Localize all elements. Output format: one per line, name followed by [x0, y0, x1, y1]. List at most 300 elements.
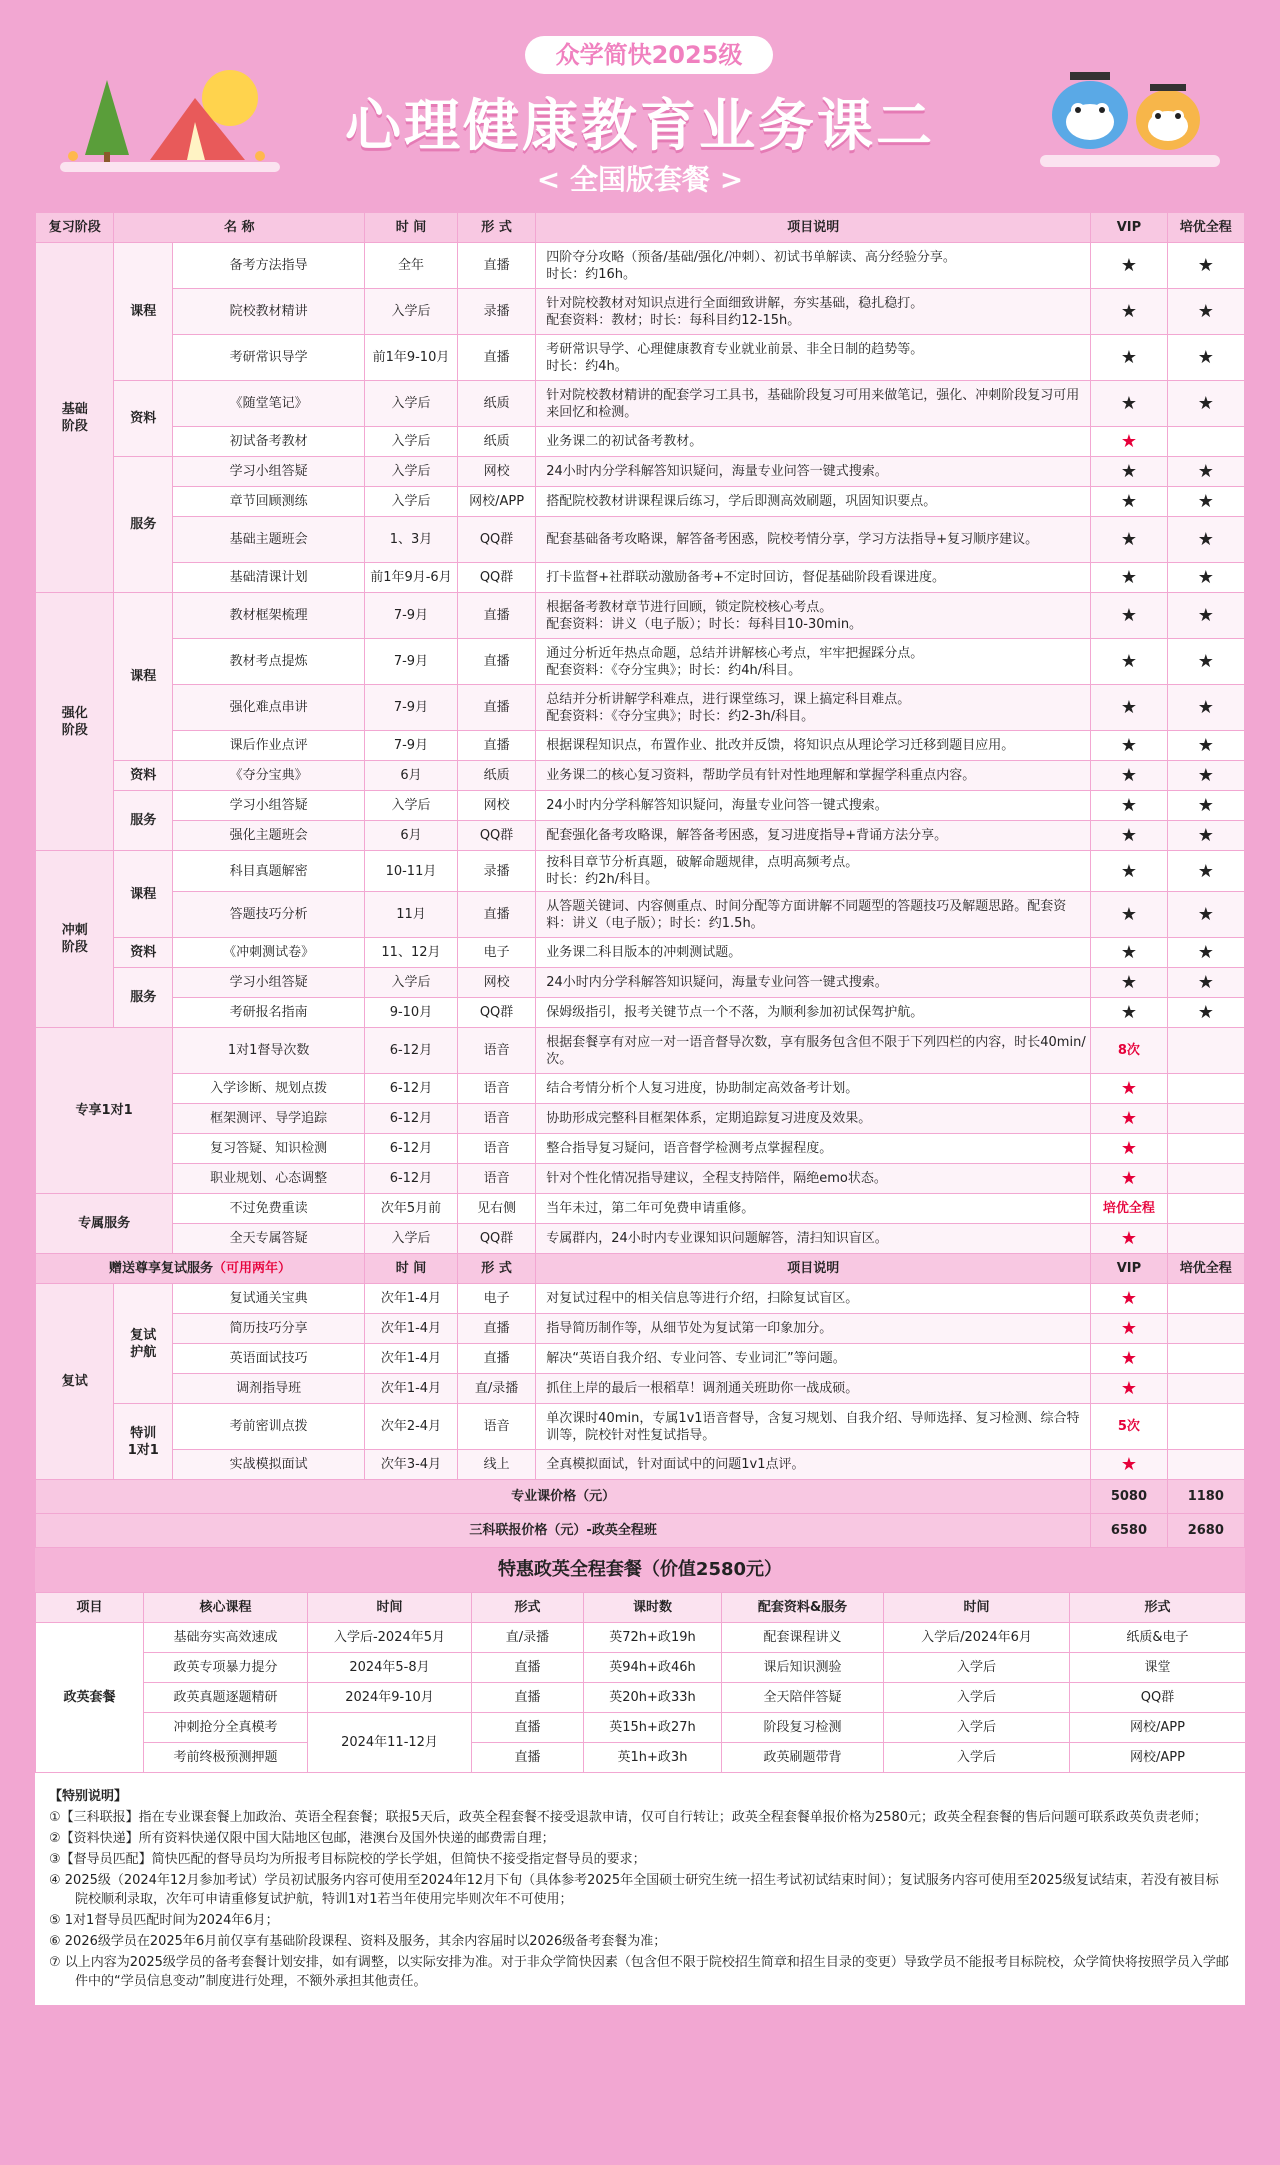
- category-course: 课程: [114, 593, 173, 761]
- pro-mark: ★: [1167, 998, 1244, 1028]
- item-desc: 指导简历制作等，从细节处为复试第一印象加分。: [536, 1314, 1091, 1344]
- plus-row: [36, 1623, 1246, 1653]
- item-form: 直播: [457, 335, 535, 381]
- stage-sprint: 冲刺 阶段: [36, 851, 114, 1028]
- plus-col-3: 形式: [472, 1593, 584, 1623]
- vip-mark: ★: [1091, 791, 1167, 821]
- item-time: 入学后: [365, 1224, 458, 1254]
- price-pro: 2680: [1167, 1514, 1244, 1548]
- category-special: 特训 1对1: [114, 1404, 173, 1480]
- item-form: 线上: [457, 1450, 535, 1480]
- plus-col-5: 配套资料&服务: [722, 1593, 884, 1623]
- price-row: [36, 1514, 1245, 1548]
- pro-mark: [1167, 1314, 1244, 1344]
- stage-strong: 强化 阶段: [36, 593, 114, 851]
- item-desc: 根据备考教材章节进行回顾，锁定院校核心考点。 配套资料：讲义（电子版）；时长：每科目10-30min。: [536, 593, 1091, 639]
- item-form: QQ群: [457, 1224, 535, 1254]
- item-name: 考研常识导学: [173, 335, 365, 381]
- item-name: 考研报名指南: [173, 998, 365, 1028]
- item-form: QQ群: [457, 517, 535, 563]
- plus-hours: 英1h+政3h: [584, 1743, 722, 1773]
- item-time: 6月: [365, 821, 458, 851]
- item-time: 次年1-4月: [365, 1314, 458, 1344]
- item-name: 备考方法指导: [173, 243, 365, 289]
- pro-mark: [1167, 1028, 1244, 1074]
- item-time: 次年1-4月: [365, 1344, 458, 1374]
- stage-one2one: 专享1对1: [36, 1028, 173, 1194]
- plus-service-form: 网校/APP: [1070, 1713, 1246, 1743]
- table-row: [36, 761, 1245, 791]
- note-item: ⑦ 以上内容为2025级学员的备考套餐计划安排，如有调整，以实际安排为准。对于非众学简快因素（包含但不限于院校招生简章和招生目录的变更）导致学员不能报考目标院校，众学简快将按照学员入学邮件中的“学员信息变动”制度进行处理，不额外承担其他责任。: [49, 1955, 1229, 1989]
- vip-mark: ★: [1091, 243, 1167, 289]
- item-form: 电子: [457, 938, 535, 968]
- item-desc: 通过分析近年热点命题，总结并讲解核心考点，牢牢把握踩分点。 配套资料：《夺分宝典》；时长：约4h/科目。: [536, 639, 1091, 685]
- pro-mark: ★: [1167, 968, 1244, 998]
- item-form: QQ群: [457, 998, 535, 1028]
- item-desc: 抓住上岸的最后一根稻草！调剂通关班助你一战成硕。: [536, 1374, 1091, 1404]
- plus-service: 全天陪伴答疑: [722, 1683, 884, 1713]
- item-time: 入学后: [365, 487, 458, 517]
- table-row: [36, 1314, 1245, 1344]
- item-time: 11、12月: [365, 938, 458, 968]
- plus-col-1: 核心课程: [144, 1593, 308, 1623]
- item-form: 直播: [457, 1314, 535, 1344]
- plus-service: 配套课程讲义: [722, 1623, 884, 1653]
- item-name: 复习答疑、知识检测: [173, 1134, 365, 1164]
- col-desc: 项目说明: [536, 213, 1091, 243]
- item-name: 1对1督导次数: [173, 1028, 365, 1074]
- plus-body: [36, 1623, 1246, 1773]
- plus-course: 冲刺抢分全真模考: [144, 1713, 308, 1743]
- item-desc: 配套强化备考攻略课，解答备考困惑，复习进度指导+背诵方法分享。: [536, 821, 1091, 851]
- plus-service-form: 网校/APP: [1070, 1743, 1246, 1773]
- item-form: 直播: [457, 593, 535, 639]
- table-row: [36, 517, 1245, 563]
- plus-row: [36, 1683, 1246, 1713]
- plus-form: 直播: [472, 1653, 584, 1683]
- gift-col-time: 时 间: [365, 1254, 458, 1284]
- table-row: [36, 1074, 1245, 1104]
- plus-service-time: 入学后: [884, 1743, 1070, 1773]
- page-title: 心理健康教育业务课二: [345, 94, 935, 159]
- stage-base: 基础 阶段: [36, 243, 114, 593]
- item-time: 6-12月: [365, 1134, 458, 1164]
- item-desc: 24小时内分学科解答知识疑问，海量专业问答一键式搜索。: [536, 968, 1091, 998]
- table-row: [36, 1164, 1245, 1194]
- item-form: 录播: [457, 289, 535, 335]
- item-form: 电子: [457, 1284, 535, 1314]
- package-table-wrapper: [35, 212, 1245, 2005]
- item-name: 教材考点提炼: [173, 639, 365, 685]
- vip-mark: ★: [1091, 968, 1167, 998]
- pro-mark: ★: [1167, 487, 1244, 517]
- pro-mark: ★: [1167, 685, 1244, 731]
- stage-retest: 复试: [36, 1284, 114, 1480]
- note-item: ②【资料快递】所有资料快递仅限中国大陆地区包邮，港澳台及国外快递的邮费需自理；: [49, 1831, 555, 1846]
- plus-col-6: 时间: [884, 1593, 1070, 1623]
- vip-mark: ★: [1091, 335, 1167, 381]
- col-form: 形 式: [457, 213, 535, 243]
- table-row: [36, 1194, 1245, 1224]
- vip-mark: ★: [1091, 761, 1167, 791]
- vip-mark: ★: [1091, 892, 1167, 938]
- item-desc: 对复试过程中的相关信息等进行介绍，扫除复试盲区。: [536, 1284, 1091, 1314]
- item-form: 直播: [457, 1344, 535, 1374]
- item-form: 纸质: [457, 427, 535, 457]
- item-time: 前1年9-10月: [365, 335, 458, 381]
- plus-course: 基础夯实高效速成: [144, 1623, 308, 1653]
- item-desc: 保姆级指引，报考关键节点一个不落，为顺利参加初试保驾护航。: [536, 998, 1091, 1028]
- plus-service: 课后知识测验: [722, 1653, 884, 1683]
- item-desc: 业务课二的初试备考教材。: [536, 427, 1091, 457]
- item-name: 教材框架梳理: [173, 593, 365, 639]
- item-name: 复试通关宝典: [173, 1284, 365, 1314]
- table-row: [36, 892, 1245, 938]
- item-time: 9-10月: [365, 998, 458, 1028]
- table-row: [36, 685, 1245, 731]
- plus-time: 2024年9-10月: [308, 1683, 472, 1713]
- item-name: 考前密训点拨: [173, 1404, 365, 1450]
- vip-mark: ★: [1091, 381, 1167, 427]
- price-vip: 5080: [1091, 1480, 1167, 1514]
- table-row: [36, 1344, 1245, 1374]
- pro-mark: ★: [1167, 457, 1244, 487]
- item-name: 科目真题解密: [173, 851, 365, 892]
- plus-hours: 英72h+政19h: [584, 1623, 722, 1653]
- item-desc: 从答题关键词、内容侧重点、时间分配等方面讲解不同题型的答题技巧及解题思路。配套资料：讲义（电子版）；时长：约1.5h。: [536, 892, 1091, 938]
- vip-mark: ★: [1091, 821, 1167, 851]
- plus-course: 考前终极预测押题: [144, 1743, 308, 1773]
- item-form: 语音: [457, 1104, 535, 1134]
- plus-project: 政英套餐: [36, 1623, 144, 1773]
- item-time: 6月: [365, 761, 458, 791]
- item-desc: 全真模拟面试，针对面试中的问题1v1点评。: [536, 1450, 1091, 1480]
- item-time: 6-12月: [365, 1028, 458, 1074]
- pro-mark: [1167, 1194, 1244, 1224]
- plus-col-2: 时间: [308, 1593, 472, 1623]
- item-desc: 单次课时40min，专属1v1语音督导，含复习规划、自我介绍、导师选择、复习检测、综合特训等，院校针对性复试指导。: [536, 1404, 1091, 1450]
- item-name: 答题技巧分析: [173, 892, 365, 938]
- item-name: 入学诊断、规划点拨: [173, 1074, 365, 1104]
- edition-badge: 众学简快2025级: [525, 36, 773, 74]
- vip-mark: 5次: [1091, 1404, 1167, 1450]
- item-desc: 根据套餐享有对应一对一语音督导次数，享有服务包含但不限于下列四栏的内容，时长40min/次。: [536, 1028, 1091, 1074]
- item-time: 6-12月: [365, 1104, 458, 1134]
- pro-mark: ★: [1167, 791, 1244, 821]
- table-row: [36, 593, 1245, 639]
- note-item: ③【督导员匹配】简快匹配的督导员均为所报考目标院校的学长学姐，但简快不接受指定督导员的要求；: [49, 1852, 646, 1867]
- price-label: 三科联报价格（元）-政英全程班: [36, 1514, 1091, 1548]
- package-table: [35, 212, 1245, 1548]
- vip-mark: ★: [1091, 563, 1167, 593]
- note-item: ⑥ 2026级学员在2025年6月前仅享有基础阶段课程、资料及服务，其余内容届时以2026级备考套餐为准；: [49, 1934, 667, 1949]
- vip-mark: 培优全程: [1091, 1194, 1167, 1224]
- table-row: [36, 1404, 1245, 1450]
- pro-mark: ★: [1167, 289, 1244, 335]
- table-row: [36, 1134, 1245, 1164]
- gift-col-pro: 培优全程: [1167, 1254, 1244, 1284]
- table-row: [36, 791, 1245, 821]
- pro-mark: ★: [1167, 639, 1244, 685]
- item-desc: 针对个性化情况指导建议，全程支持陪伴，隔绝emo状态。: [536, 1164, 1091, 1194]
- item-desc: 打卡监督+社群联动激励备考+不定时回访，督促基础阶段看课进度。: [536, 563, 1091, 593]
- item-desc: 整合指导复习疑问，语音督学检测考点掌握程度。: [536, 1134, 1091, 1164]
- plus-time: 2024年11-12月: [308, 1713, 472, 1773]
- item-name: 强化难点串讲: [173, 685, 365, 731]
- item-form: QQ群: [457, 821, 535, 851]
- item-name: 《随堂笔记》: [173, 381, 365, 427]
- item-form: 录播: [457, 851, 535, 892]
- stage-exclusive: 专属服务: [36, 1194, 173, 1254]
- pro-mark: [1167, 1344, 1244, 1374]
- page-header: [0, 0, 1280, 212]
- pro-mark: [1167, 1104, 1244, 1134]
- price-label: 专业课价格（元）: [36, 1480, 1091, 1514]
- item-name: 简历技巧分享: [173, 1314, 365, 1344]
- plus-service-time: 入学后: [884, 1683, 1070, 1713]
- item-time: 入学后: [365, 457, 458, 487]
- item-time: 次年5月前: [365, 1194, 458, 1224]
- item-time: 前1年9月-6月: [365, 563, 458, 593]
- notes-list: [49, 1808, 1231, 1991]
- table-row: [36, 563, 1245, 593]
- pro-mark: [1167, 1374, 1244, 1404]
- item-form: 语音: [457, 1134, 535, 1164]
- item-desc: 按科目章节分析真题，破解命题规律，点明高频考点。 时长：约2h/科目。: [536, 851, 1091, 892]
- table-row: [36, 998, 1245, 1028]
- table-row: [36, 1104, 1245, 1134]
- plus-form: 直播: [472, 1743, 584, 1773]
- pro-mark: [1167, 1074, 1244, 1104]
- gift-col-vip: VIP: [1091, 1254, 1167, 1284]
- item-desc: 解决“英语自我介绍、专业问答、专业词汇”等问题。: [536, 1344, 1091, 1374]
- item-form: 语音: [457, 1164, 535, 1194]
- table-row: [36, 289, 1245, 335]
- vip-mark: ★: [1091, 731, 1167, 761]
- item-form: 直播: [457, 892, 535, 938]
- item-time: 7-9月: [365, 639, 458, 685]
- table-header-row: [36, 213, 1245, 243]
- item-time: 次年3-4月: [365, 1450, 458, 1480]
- item-time: 6-12月: [365, 1164, 458, 1194]
- vip-mark: ★: [1091, 1134, 1167, 1164]
- category-material: 资料: [114, 761, 173, 791]
- plus-service-form: 课堂: [1070, 1653, 1246, 1683]
- item-desc: 配套基础备考攻略课，解答备考困惑，院校考情分享，学习方法指导+复习顺序建议。: [536, 517, 1091, 563]
- item-name: 学习小组答疑: [173, 457, 365, 487]
- plus-service-time: 入学后: [884, 1653, 1070, 1683]
- item-time: 次年1-4月: [365, 1374, 458, 1404]
- vip-mark: ★: [1091, 1344, 1167, 1374]
- plus-time: 2024年5-8月: [308, 1653, 472, 1683]
- item-time: 入学后: [365, 381, 458, 427]
- vip-mark: ★: [1091, 1104, 1167, 1134]
- table-row: [36, 821, 1245, 851]
- vip-mark: ★: [1091, 593, 1167, 639]
- plus-col-4: 课时数: [584, 1593, 722, 1623]
- table-row: [36, 457, 1245, 487]
- retest-gift-label: [36, 1254, 365, 1284]
- category-material: 资料: [114, 938, 173, 968]
- col-vip: VIP: [1091, 213, 1167, 243]
- plus-hours: 英15h+政27h: [584, 1713, 722, 1743]
- plus-time: 入学后-2024年5月: [308, 1623, 472, 1653]
- table-row: [36, 427, 1245, 457]
- table-row: [36, 1224, 1245, 1254]
- item-name: 职业规划、心态调整: [173, 1164, 365, 1194]
- table-row: [36, 1450, 1245, 1480]
- item-form: 直播: [457, 243, 535, 289]
- item-time: 1、3月: [365, 517, 458, 563]
- item-desc: 搭配院校教材讲课程课后练习，学后即测高效刷题，巩固知识要点。: [536, 487, 1091, 517]
- col-time: 时 间: [365, 213, 458, 243]
- pro-mark: ★: [1167, 381, 1244, 427]
- item-name: 院校教材精讲: [173, 289, 365, 335]
- item-name: 《冲刺测试卷》: [173, 938, 365, 968]
- table-body: [36, 243, 1245, 1548]
- item-name: 学习小组答疑: [173, 968, 365, 998]
- category-material: 资料: [114, 381, 173, 457]
- pro-mark: ★: [1167, 593, 1244, 639]
- plus-form: 直播: [472, 1713, 584, 1743]
- item-desc: 24小时内分学科解答知识疑问，海量专业问答一键式搜索。: [536, 791, 1091, 821]
- item-name: 基础清课计划: [173, 563, 365, 593]
- item-name: 调剂指导班: [173, 1374, 365, 1404]
- vip-mark: ★: [1091, 998, 1167, 1028]
- item-time: 次年1-4月: [365, 1284, 458, 1314]
- item-name: 英语面试技巧: [173, 1344, 365, 1374]
- item-form: 网校: [457, 457, 535, 487]
- table-row: [36, 731, 1245, 761]
- pro-mark: [1167, 1134, 1244, 1164]
- item-time: 10-11月: [365, 851, 458, 892]
- item-name: 《夺分宝典》: [173, 761, 365, 791]
- item-form: 语音: [457, 1404, 535, 1450]
- item-name: 强化主题班会: [173, 821, 365, 851]
- plus-row: [36, 1653, 1246, 1683]
- item-time: 入学后: [365, 289, 458, 335]
- item-desc: 业务课二的核心复习资料，帮助学员有针对性地理解和掌握学科重点内容。: [536, 761, 1091, 791]
- item-form: 纸质: [457, 381, 535, 427]
- item-name: 基础主题班会: [173, 517, 365, 563]
- item-form: 直播: [457, 685, 535, 731]
- plus-header-row: [36, 1593, 1246, 1623]
- item-desc: 当年未过，第二年可免费申请重修。: [536, 1194, 1091, 1224]
- plus-course: 政英专项暴力提分: [144, 1653, 308, 1683]
- item-form: 直/录播: [457, 1374, 535, 1404]
- table-row: [36, 487, 1245, 517]
- item-desc: 针对院校教材精讲的配套学习工具书，基础阶段复习可用来做笔记，强化、冲刺阶段复习可用来回忆和检测。: [536, 381, 1091, 427]
- item-form: 直播: [457, 639, 535, 685]
- item-name: 章节回顾测练: [173, 487, 365, 517]
- pro-mark: ★: [1167, 938, 1244, 968]
- vip-mark: ★: [1091, 457, 1167, 487]
- item-form: 见右侧: [457, 1194, 535, 1224]
- col-name: 名 称: [114, 213, 365, 243]
- table-row: [36, 639, 1245, 685]
- category-service: 服务: [114, 791, 173, 851]
- vip-mark: ★: [1091, 1224, 1167, 1254]
- table-row: [36, 1284, 1245, 1314]
- plus-service-time: 入学后/2024年6月: [884, 1623, 1070, 1653]
- item-form: 网校/APP: [457, 487, 535, 517]
- pro-mark: ★: [1167, 761, 1244, 791]
- item-time: 7-9月: [365, 731, 458, 761]
- category-course: 课程: [114, 243, 173, 381]
- item-desc: 总结并分析讲解学科难点，进行课堂练习，课上搞定科目难点。 配套资料：《夺分宝典》；时长：约2-3h/科目。: [536, 685, 1091, 731]
- plus-service-form: 纸质&电子: [1070, 1623, 1246, 1653]
- gift-note-text: （可用两年）: [213, 1261, 292, 1276]
- item-name: 全天专属答疑: [173, 1224, 365, 1254]
- table-row: [36, 381, 1245, 427]
- vip-mark: ★: [1091, 1450, 1167, 1480]
- page-subtitle: < 全国版套餐 >: [536, 163, 744, 196]
- item-name: 课后作业点评: [173, 731, 365, 761]
- item-time: 入学后: [365, 968, 458, 998]
- vip-mark: ★: [1091, 1164, 1167, 1194]
- item-time: 入学后: [365, 791, 458, 821]
- pro-mark: [1167, 1224, 1244, 1254]
- item-time: 6-12月: [365, 1074, 458, 1104]
- table-row: [36, 1028, 1245, 1074]
- item-time: 次年2-4月: [365, 1404, 458, 1450]
- item-desc: 根据课程知识点，布置作业、批改并反馈，将知识点从理论学习迁移到题目应用。: [536, 731, 1091, 761]
- pro-mark: ★: [1167, 563, 1244, 593]
- item-time: 入学后: [365, 427, 458, 457]
- pro-mark: [1167, 1284, 1244, 1314]
- item-form: QQ群: [457, 563, 535, 593]
- special-notes: [35, 1773, 1245, 2005]
- plus-hours: 英20h+政33h: [584, 1683, 722, 1713]
- item-desc: 考研常识导学、心理健康教育专业就业前景、非全日制的趋势等。 时长：约4h。: [536, 335, 1091, 381]
- plus-service-form: QQ群: [1070, 1683, 1246, 1713]
- item-name: 框架测评、导学追踪: [173, 1104, 365, 1134]
- vip-mark: ★: [1091, 289, 1167, 335]
- vip-mark: ★: [1091, 1284, 1167, 1314]
- pro-mark: ★: [1167, 517, 1244, 563]
- plus-service: 政英刷题带背: [722, 1743, 884, 1773]
- category-service: 服务: [114, 457, 173, 593]
- item-desc: 结合考情分析个人复习进度，协助制定高效备考计划。: [536, 1074, 1091, 1104]
- vip-mark: ★: [1091, 1074, 1167, 1104]
- item-desc: 四阶夺分攻略（预备/基础/强化/冲刺）、初试书单解读、高分经验分享。 时长：约16h。: [536, 243, 1091, 289]
- pro-mark: [1167, 1164, 1244, 1194]
- vip-mark: ★: [1091, 851, 1167, 892]
- table-row: [36, 938, 1245, 968]
- item-form: 直播: [457, 731, 535, 761]
- vip-mark: ★: [1091, 427, 1167, 457]
- plus-course: 政英真题逐题精研: [144, 1683, 308, 1713]
- plus-row: [36, 1743, 1246, 1773]
- category-course: 课程: [114, 851, 173, 938]
- note-item: ⑤ 1对1督导员匹配时间为2024年6月；: [49, 1913, 279, 1928]
- pro-mark: [1167, 1404, 1244, 1450]
- pro-mark: ★: [1167, 243, 1244, 289]
- note-item: ①【三科联报】指在专业课套餐上加政治、英语全程套餐；联报5天后，政英全程套餐不接受退款申请，仅可自行转让；政英全程套餐单报价格为2580元；政英全程套餐的售后问题可联系政英负责老师；: [49, 1810, 1208, 1825]
- item-time: 11月: [365, 892, 458, 938]
- pro-mark: ★: [1167, 335, 1244, 381]
- pro-mark: ★: [1167, 821, 1244, 851]
- vip-mark: ★: [1091, 639, 1167, 685]
- mascot-illustration: [1030, 50, 1230, 175]
- category-retest_guide: 复试 护航: [114, 1284, 173, 1404]
- table-row: [36, 851, 1245, 892]
- plus-service: 阶段复习检测: [722, 1713, 884, 1743]
- plus-row: [36, 1713, 1246, 1743]
- table-row: [36, 1374, 1245, 1404]
- item-form: 网校: [457, 968, 535, 998]
- pro-mark: ★: [1167, 892, 1244, 938]
